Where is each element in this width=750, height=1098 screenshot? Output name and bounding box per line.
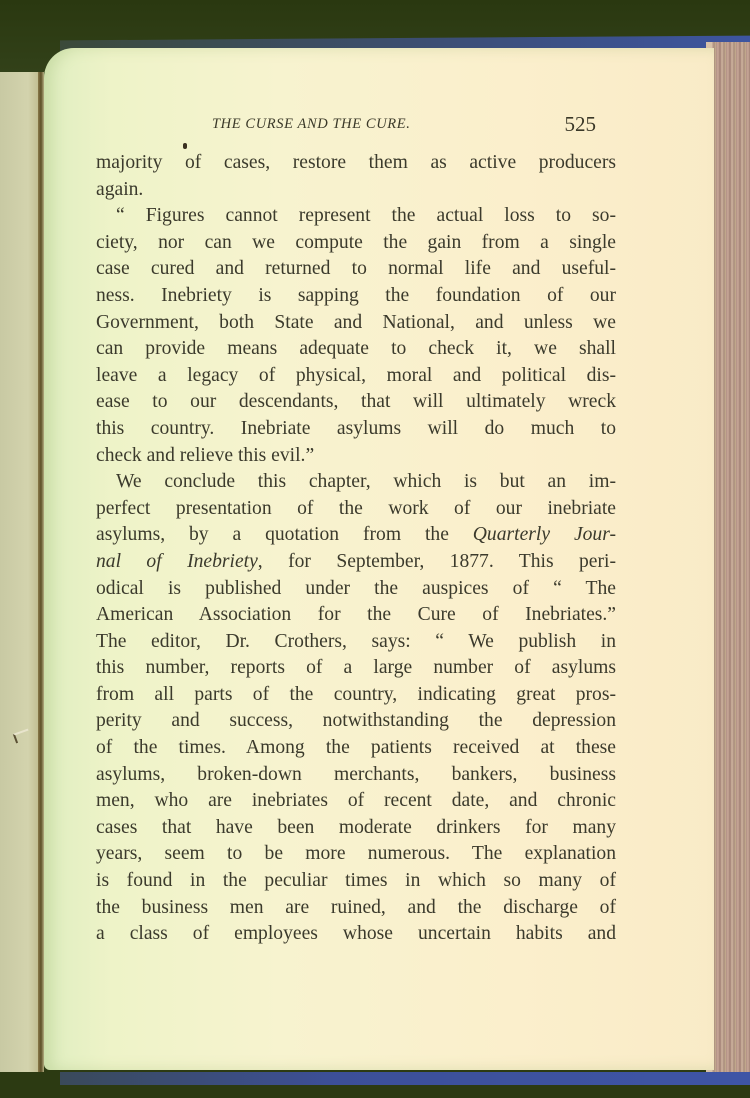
text-line: the business men are ruined, and the discharge of bbox=[96, 896, 616, 918]
text-line: this number, reports of a large number of asylums bbox=[96, 657, 616, 679]
text-line: ease to our descendants, that will ultimately wreck bbox=[96, 391, 616, 413]
text-segment: , for September, 1877. This peri- bbox=[257, 550, 616, 572]
text-line: perity and success, notwithstanding the depression bbox=[96, 710, 616, 732]
text-line: from all parts of the country, indicating great pros- bbox=[96, 683, 616, 705]
italic-title: Quarterly Jour- bbox=[472, 524, 616, 546]
text-line: “ Figures cannot represent the actual loss to so- bbox=[116, 205, 616, 227]
text-line: can provide means adequate to check it, we shall bbox=[96, 338, 616, 360]
text-line: majority of cases, restore them as active producers bbox=[96, 152, 616, 173]
text-line: is found in the peculiar times in which so many of bbox=[96, 870, 616, 892]
text-line bbox=[96, 549, 616, 576]
text-line: We conclude this chapter, which is but an im- bbox=[116, 471, 616, 493]
text-line: this country. Inebriate asylums will do much to bbox=[96, 417, 616, 439]
text-line bbox=[96, 522, 616, 549]
left-page-edge bbox=[0, 72, 40, 1072]
text-line: check and relieve this evil.” bbox=[96, 444, 315, 466]
text-line: years, seem to be more numerous. The explanation bbox=[96, 843, 616, 865]
text-line: again. bbox=[96, 178, 144, 200]
body-text bbox=[96, 150, 616, 948]
page-number: 525 bbox=[564, 112, 596, 136]
text-line: American Association for the Cure of Inebriates.” bbox=[96, 604, 616, 626]
running-title: THE CURSE AND THE CURE. bbox=[212, 116, 411, 132]
text-line: case cured and returned to normal life and useful- bbox=[96, 258, 616, 280]
text-line: odical is published under the auspices of “ The bbox=[96, 577, 616, 599]
text-line: of the times. Among the patients received at these bbox=[96, 737, 616, 759]
text-segment: asylums, by a quotation from the bbox=[96, 524, 473, 546]
text-line: leave a legacy of physical, moral and political dis- bbox=[96, 364, 616, 386]
backdrop-bottom bbox=[0, 1085, 750, 1098]
text-line: ness. Inebriety is sapping the foundation of our bbox=[96, 284, 616, 306]
text-line: asylums, broken-down merchants, bankers, business bbox=[96, 763, 616, 785]
italic-title: nal of Inebriety bbox=[96, 550, 258, 572]
text-line: The editor, Dr. Crothers, says: “ We publish in bbox=[96, 630, 616, 652]
ink-speck bbox=[183, 143, 187, 149]
text-line: cases that have been moderate drinkers for many bbox=[96, 816, 616, 838]
text-line: a class of employees whose uncertain habits and bbox=[96, 923, 616, 945]
text-line: Government, both State and National, and unless we bbox=[96, 311, 616, 333]
running-head bbox=[212, 112, 602, 138]
text-line: perfect presentation of the work of our inebriate bbox=[96, 497, 616, 519]
text-line: men, who are inebriates of recent date, and chronic bbox=[96, 790, 616, 812]
text-line: ciety, nor can we compute the gain from a single bbox=[96, 231, 616, 253]
